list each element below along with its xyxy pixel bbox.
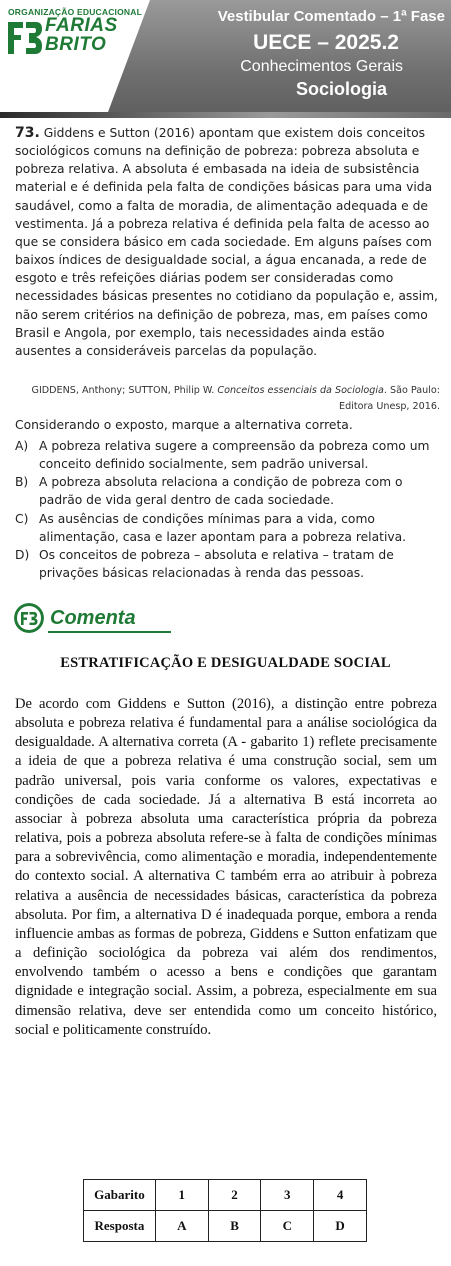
alternative-d [15, 546, 443, 582]
table-header-resposta: Resposta [84, 1211, 156, 1242]
page-header [0, 0, 451, 118]
alternative-b [15, 473, 443, 509]
table-row [84, 1211, 367, 1242]
farias-brito-logo-icon [8, 20, 42, 56]
table-cell: 2 [208, 1180, 261, 1211]
table-cell: C [261, 1211, 314, 1242]
alternative-text: A pobreza absoluta relaciona a condição de pobreza com o padrão de vida geral dentro de cada sociedade. [39, 475, 403, 508]
brand-line-1: FARIAS [45, 15, 118, 36]
comenta-logo-icon [14, 603, 44, 633]
brand-name [45, 16, 118, 54]
table-cell: 1 [155, 1180, 208, 1211]
comment-text: De acordo com Giddens e Sutton (2016), a distinção entre pobreza absoluta e pobreza relativa é fundamental para a análise sociológica da desigualdade. A alternativa correta (A - gabarito 1) reflete precisamente a ideia de que a pobreza relativa é uma construção social, sem um padrão universal, pois varia conforme os valores, expectativas e condições de cada sociedade. Já a alternativa B está incorreta ao associar à pobreza absoluta uma característica própria da pobreza relativa, pois a pobreza absoluta refere-se à falta de condições mínimas para a sobrevivência, como alimentação e moradia, independentemente do contexto social. A alternativa C também erra ao atribuir à pobreza relativa a ausência de necessidades básicas, característica da pobreza absoluta. Por fim, a alternativa D é inadequada porque, embora a renda influencie ambas as formas de pobreza, Giddens e Sutton enfatizam que a definição sociológica da pobreza vai além dos rendimentos, envolvendo também o acesso a bens e condições que garantam dignidade e integração social. Assim, a pobreza, especialmente em sua dimensão relativa, deve ser entendida como um conceito histórico, social e politicamente construído. [15, 696, 437, 1038]
citation-authors: GIDDENS, Anthony; SUTTON, Philip W. [31, 385, 215, 396]
table-cell: 3 [261, 1180, 314, 1211]
table-cell: A [155, 1211, 208, 1242]
answer-table [83, 1179, 367, 1242]
alternative-letter: A) [15, 439, 29, 453]
alternative-text: Os conceitos de pobreza – absoluta e relativa – tratam de privações básicas relacionadas à renda das pessoas. [39, 547, 394, 581]
section-title: ESTRATIFICAÇÃO E DESIGUALDADE SOCIAL [60, 655, 391, 671]
citation-title: Conceitos essenciais da Sociologia [217, 385, 384, 396]
header-bottom-band [0, 112, 451, 118]
alternative-letter: B) [15, 475, 29, 490]
table-cell: B [208, 1211, 261, 1242]
question-statement [15, 124, 439, 360]
alternative-a [15, 437, 443, 473]
alternatives-list [15, 433, 443, 582]
citation [15, 383, 440, 414]
table-cell: 4 [314, 1180, 367, 1211]
table-cell: D [314, 1211, 367, 1242]
table-row [84, 1180, 367, 1211]
header-subject: Sociologia [295, 79, 387, 99]
header-area: Conhecimentos Gerais [240, 58, 403, 75]
citation-publisher: . São Paulo: Editora Unesp, 2016. [339, 385, 440, 412]
comenta-label: Comenta [50, 607, 136, 629]
alternative-letter: D) [15, 547, 30, 562]
question-text: Giddens e Sutton (2016) apontam que existem dois conceitos sociológicos comuns na definição de pobreza: pobreza absoluta e pobreza relativa. A absoluta é embasada na ideia de subsistência material e é definida pela falta de condições básicas para uma vida saudável, como a falta de moradia, de alimentação adequada e de vestimenta. Já a pobreza relativa é definida pela falta de acesso ao que se considera básico em cada sociedade. Em alguns países com baixos índices de desigualdade social, a água encanada, a rede de esgoto e três refeições diárias podem ser consideradas como necessidades básicas presentes no cotidiano da população e, assim, não serem critérios na definição de pobreza, mas, em países como Brasil e Angola, por exemplo, tais necessidades ainda estão ausentes a consideráveis parcelas da população. [15, 126, 438, 358]
alternative-c [15, 510, 443, 546]
question-number: 73. [15, 125, 40, 141]
comenta-underline [48, 631, 171, 633]
brand-line-2: BRITO [45, 34, 107, 55]
question-prompt: Considerando o exposto, marque a alternativa correta. [15, 418, 353, 432]
alternative-text: A pobreza relativa sugere a compreensão da pobreza como um conceito definido socialmente, sem padrão universal. [39, 439, 430, 472]
header-exam-edition: UECE – 2025.2 [253, 31, 399, 54]
alternative-text: As ausências de condições mínimas para a vida, como alimentação, casa e lazer apontam para a pobreza relativa. [39, 511, 407, 544]
header-exam-title: Vestibular Comentado – 1ª Fase [217, 8, 445, 25]
table-header-gabarito: Gabarito [84, 1180, 156, 1211]
comenta-badge [14, 603, 159, 635]
alternative-letter: C) [15, 511, 29, 526]
org-label: ORGANIZAÇÃO EDUCACIONAL [8, 7, 142, 17]
